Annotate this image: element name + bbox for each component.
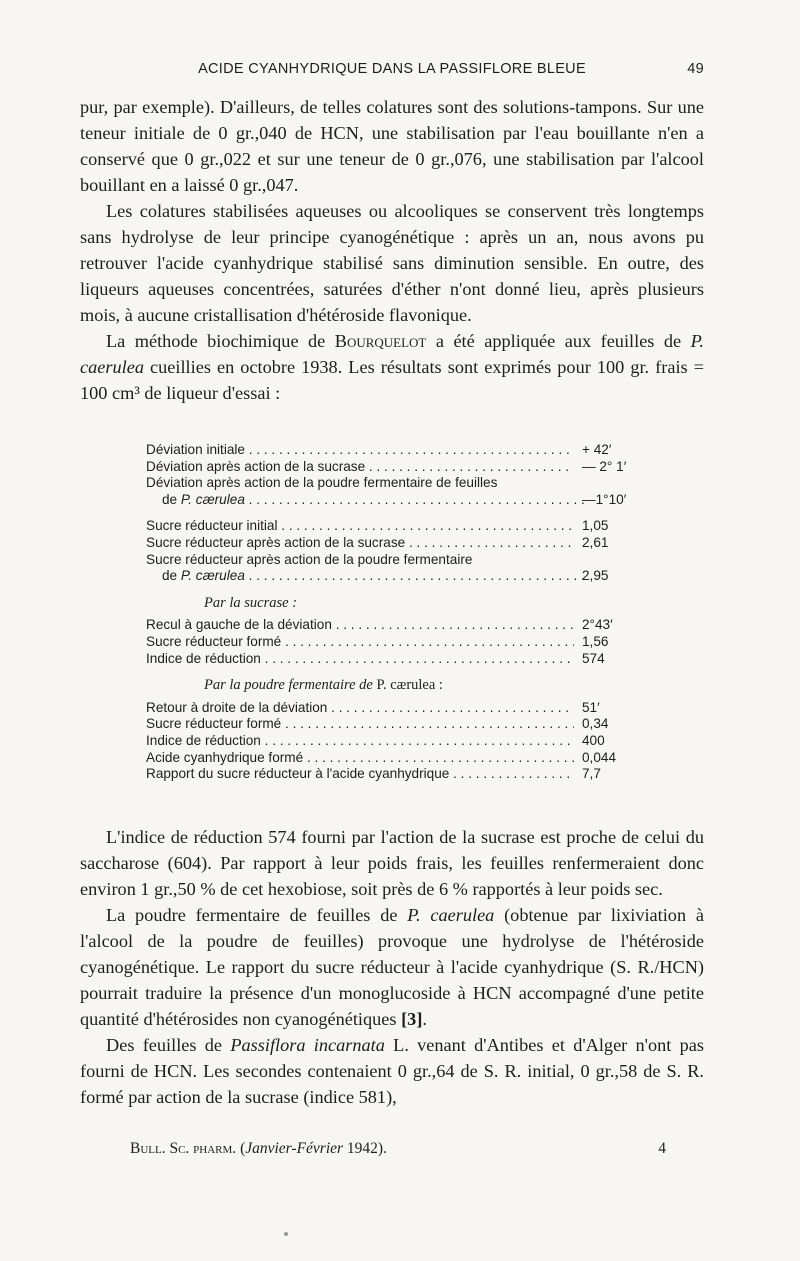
table-subheading: Par la sucrase : — [204, 594, 298, 611]
table-subheading: Par la poudre fermentaire de P. cærulea : — [204, 677, 443, 694]
species-name: P. caerulea — [80, 331, 705, 377]
table-row: Acide cyanhydrique formé . . . 0,044 — [146, 750, 630, 767]
print-speck — [284, 1232, 288, 1236]
table-row: Déviation après action de la poudre fermentaire de feuilles — [146, 475, 498, 491]
paragraph-4: L'indice de réduction 574 fourni par l'action de la sucrase est proche de celui du saccharose (604). Par rapport à leur poids frais, les feuilles renfermeraient donc environ 1 gr.,50 % de cet hexobiose, soit près de 6 % rapportés à leur poids sec. — [80, 827, 704, 899]
table-row: Rapport du sucre réducteur à l'acide cyanhydrique . . . 7,7 — [146, 766, 630, 783]
running-header — [80, 61, 704, 85]
results-table — [146, 442, 630, 783]
species-name: Passiflora incarnata — [230, 1035, 385, 1055]
table-row: Déviation initiale . . . + 42′ — [146, 442, 630, 459]
table-row: Retour à droite de la déviation . . . 51′ — [146, 700, 630, 717]
paragraph-3 — [80, 328, 704, 406]
table-row: Recul à gauche de la déviation . . . 2°43′ — [146, 617, 630, 634]
table-row: de P. cærulea . . . 2,95 — [146, 568, 630, 585]
table-row: Déviation après action de la sucrase . . . — 2° 1′ — [146, 459, 630, 476]
para3-pre: La méthode biochimique de — [106, 331, 335, 351]
issue-year: 1942 — [346, 1140, 378, 1157]
paragraph-6: Des feuilles de Passiflora incarnata L. venant d'Antibes et d'Alger n'ont pas fourni de HCN. Les secondes contenaient 0 gr.,64 de S. R. initial, 0 gr.,58 de S. R. formé par action de la sucrase (indice 581), — [80, 1035, 704, 1107]
table-row: Sucre réducteur formé . . . 1,56 — [146, 634, 630, 651]
para3-mid: a été appliquée aux feuilles de — [426, 331, 691, 351]
species-name: P. caerulea — [407, 905, 495, 925]
running-title: ACIDE CYANHYDRIQUE DANS LA PASSIFLORE BLEUE — [198, 61, 586, 77]
body-text-top — [80, 94, 704, 406]
page-number: 49 — [687, 61, 704, 77]
issue-months: Janvier-Février — [245, 1140, 344, 1157]
journal-name: Bull. Sc. pharm. — [130, 1140, 237, 1157]
paragraph-5: La poudre fermentaire de feuilles de P. caerulea (obtenue par lixiviation à l'alcool de la poudre de feuilles) provoque une hydrolyse de l'hétéroside cyanogénétique. Le rapport du sucre réducteur à l'acide cyanhydrique (S. R./HCN) pourrait traduire la présence d'un monoglucoside à HCN accompagné d'une petite quantité d'hétérosides non cyanogénétiques [3]. — [80, 905, 704, 1029]
table-row: Sucre réducteur formé . . . 0,34 — [146, 716, 630, 733]
page-footer: Bull. Sc. pharm. (Janvier-Février 1942). 4 — [130, 1140, 666, 1157]
table-row: Sucre réducteur après action de la sucrase . . . 2,61 — [146, 535, 630, 552]
paragraph-2: Les colatures stabilisées aqueuses ou alcooliques se conservent très longtemps sans hydrolyse de leur principe cyanogénétique : après un an, nous avons pu retrouver l'acide cyanhydrique stabilisé sans diminution sensible. En outre, des liqueurs aqueuses concentrées, saturées d'éther n'ont donné lieu, après plusieurs mois, à aucune cristallisation d'hétéroside flavonique. — [80, 201, 704, 325]
sheet-number: 4 — [658, 1140, 666, 1157]
table-row: Indice de réduction . . . 574 — [146, 651, 630, 668]
reference-marker: [3] — [401, 1009, 423, 1029]
paragraph-1: pur, par exemple). D'ailleurs, de telles colatures sont des solutions-tampons. Sur une teneur initiale de 0 gr.,040 de HCN, une stabilisation par l'eau bouillante n'en a conservé que 0 gr.,022 et sur une teneur de 0 gr.,076, une stabilisation par l'alcool bouillant en a laissé 0 gr.,047. — [80, 97, 704, 195]
table-row: de P. cærulea . . . —1°10′ — [146, 492, 630, 509]
table-row: Sucre réducteur initial . . . 1,05 — [146, 518, 630, 535]
para3-post: cueillies en octobre 1938. Les résultats sont exprimés pour 100 gr. frais = 100 cm³ de liqueur d'essai : — [80, 357, 704, 403]
table-row: Indice de réduction . . . 400 — [146, 733, 630, 750]
author-name: Bourquelot — [334, 331, 427, 351]
table-row: Sucre réducteur après action de la poudre fermentaire — [146, 551, 473, 567]
body-text-bottom — [80, 824, 704, 1110]
